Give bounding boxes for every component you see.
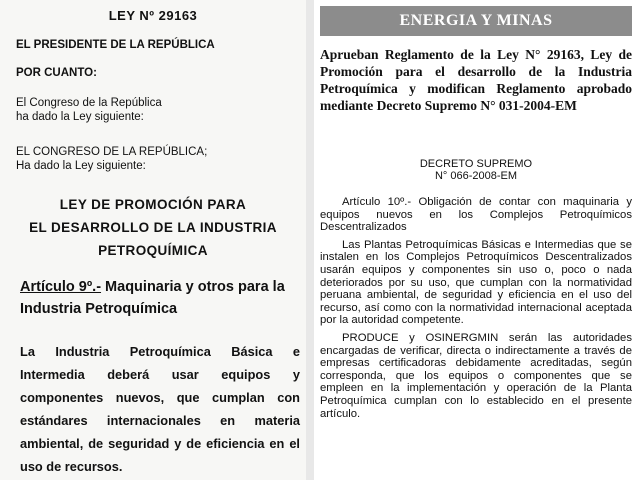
decree-title: Aprueban Reglamento de la Ley N° 29163, Ley de Promoción para el desarrollo de la Industria Petroquímica y modifican Reglamento aprobado mediante Decreto Supremo N° 031-2004-EM <box>320 47 632 113</box>
law-name-line-3: PETROQUÍMICA <box>98 243 208 258</box>
article-10-heading <box>320 196 632 234</box>
left-law-excerpt <box>0 0 306 480</box>
law-name-line-1: LEY DE PROMOCIÓN PARA <box>59 197 247 212</box>
article-10-label: Artículo 10º.- <box>342 196 412 208</box>
section-banner: ENERGIA Y MINAS <box>320 6 632 36</box>
article-10-paragraph-2: PRODUCE y OSINERGMIN serán las autoridades encargadas de verificar, directa o indirectamente a través de empresas certificadoras debidamente acreditadas, según corresponda, que los equipos o componentes que se empleen en la implementación y operación de la Planta Petroquímica cumplan con lo establecido en el presente artículo. <box>320 331 632 420</box>
law-name-line-2: EL DESARROLLO DE LA INDUSTRIA <box>29 220 277 235</box>
president-line: EL PRESIDENTE DE LA REPÚBLICA <box>16 39 215 51</box>
law-number: LEY Nº 29163 <box>108 8 198 23</box>
congress-line-1: El Congreso de la República <box>16 97 162 109</box>
right-decree-excerpt <box>314 0 640 480</box>
decree-type: DECRETO SUPREMO <box>419 158 533 170</box>
por-cuanto: POR CUANTO: <box>16 67 97 79</box>
decree-number <box>320 158 632 182</box>
congress-caps-line-2: Ha dado la Ley siguiente: <box>16 160 146 172</box>
law-name <box>0 193 306 262</box>
article-9-title: Maquinaria y otros para la Industria Petroquímica <box>20 279 285 317</box>
article-10-title: Obligación de contar con maquinaria y equipos nuevos en los Complejos Petroquímicos Descentralizados <box>320 196 632 234</box>
article-9-heading <box>20 276 300 320</box>
article-10-body <box>320 196 632 425</box>
article-10-paragraph-1: Las Plantas Petroquímicas Básicas e Intermedias que se instalen en los Complejos Petroquímicos Descentralizados usarán equipos y componentes sin uso o, poco o nada deteriorados por su uso, que cumplan con la normatividad peruana ambiental, de seguridad y eficiencia en el uso del recurso, así como con la normatividad internacional aceptada por la autoridad competente. <box>320 238 632 327</box>
page-divider <box>306 0 314 480</box>
article-9-label: Artículo 9º.- <box>20 279 102 295</box>
congress-line-2: ha dado la Ley siguiente: <box>16 111 144 123</box>
article-9-text: La Industria Petroquímica Básica e Intermedia deberá usar equipos y componentes nuevos, que cumplan con estándares internacionales en materia ambiental, de seguridad y de eficiencia en el uso de recursos. <box>20 344 300 474</box>
decree-id: N° 066-2008-EM <box>434 170 518 182</box>
congress-caps-line-1: EL CONGRESO DE LA REPÚBLICA; <box>16 146 208 158</box>
